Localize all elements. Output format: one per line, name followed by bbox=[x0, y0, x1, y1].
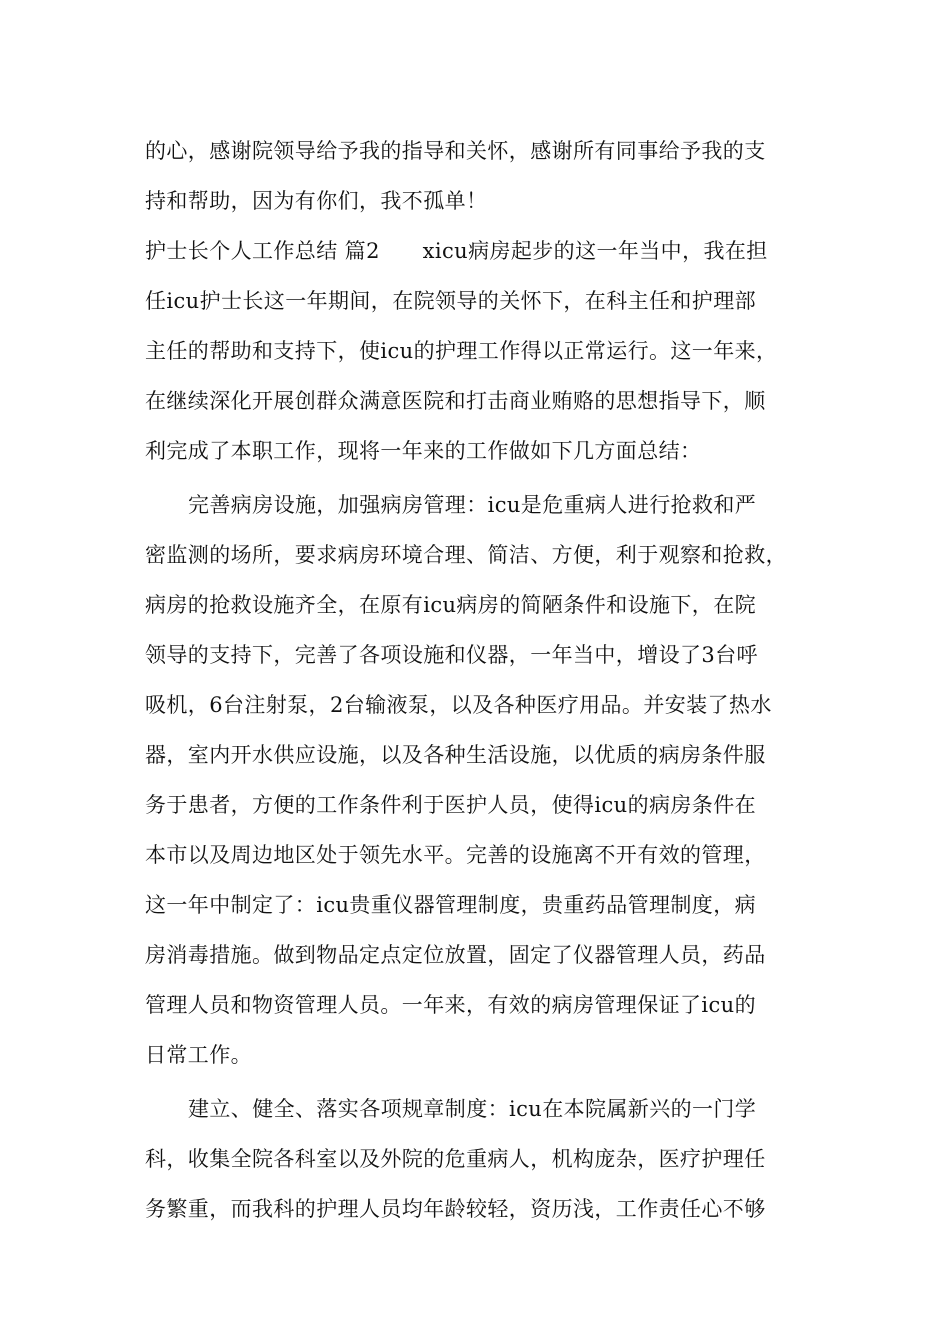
paragraph-first-line: 完善病房设施，加强病房管理：icu是危重病人进行抢救和严 bbox=[188, 493, 757, 517]
text-line: 领导的支持下，完善了各项设施和仪器，一年当中，增设了3台呼 bbox=[145, 643, 758, 667]
text-line: 任icu护士长这一年期间，在院领导的关怀下，在科主任和护理部 bbox=[145, 289, 756, 313]
text-line: 在继续深化开展创群众满意医院和打击商业贿赂的思想指导下，顺 bbox=[145, 389, 766, 413]
text-line: 房消毒措施。做到物品定点定位放置，固定了仪器管理人员，药品 bbox=[145, 943, 766, 967]
text-line: 病房的抢救设施齐全，在原有icu病房的简陋条件和设施下，在院 bbox=[145, 593, 756, 617]
text-line: 密监测的场所，要求病房环境合理、简洁、方便，利于观察和抢救， bbox=[145, 543, 787, 567]
text-line: 利完成了本职工作，现将一年来的工作做如下几方面总结： bbox=[145, 439, 702, 463]
text-line: 这一年中制定了：icu贵重仪器管理制度，贵重药品管理制度，病 bbox=[145, 893, 756, 917]
text-line: 务于患者，方便的工作条件利于医护人员，使得icu的病房条件在 bbox=[145, 793, 756, 817]
section-heading-line: 护士长个人工作总结 篇2 xicu病房起步的这一年当中，我在担 bbox=[145, 239, 768, 263]
text-line: 持和帮助，因为有你们，我不孤单！ bbox=[145, 189, 488, 213]
text-line: 日常工作。 bbox=[145, 1043, 252, 1067]
text-line: 主任的帮助和支持下，使icu的护理工作得以正常运行。这一年来， bbox=[145, 339, 778, 363]
text-line: 吸机，6台注射泵，2台输液泵，以及各种医疗用品。并安装了热水 bbox=[145, 693, 772, 717]
text-line: 科，收集全院各科室以及外院的危重病人，机构庞杂，医疗护理任 bbox=[145, 1147, 766, 1171]
text-line: 的心，感谢院领导给予我的指导和关怀，感谢所有同事给予我的支 bbox=[145, 139, 766, 163]
text-line: 管理人员和物资管理人员。一年来，有效的病房管理保证了icu的 bbox=[145, 993, 756, 1017]
paragraph-first-line: 建立、健全、落实各项规章制度：icu在本院属新兴的一门学 bbox=[188, 1097, 757, 1121]
text-line: 器，室内开水供应设施，以及各种生活设施，以优质的病房条件服 bbox=[145, 743, 766, 767]
text-line: 务繁重，而我科的护理人员均年龄较轻，资历浅，工作责任心不够 bbox=[145, 1197, 766, 1221]
text-line: 本市以及周边地区处于领先水平。完善的设施离不开有效的管理， bbox=[145, 843, 766, 867]
